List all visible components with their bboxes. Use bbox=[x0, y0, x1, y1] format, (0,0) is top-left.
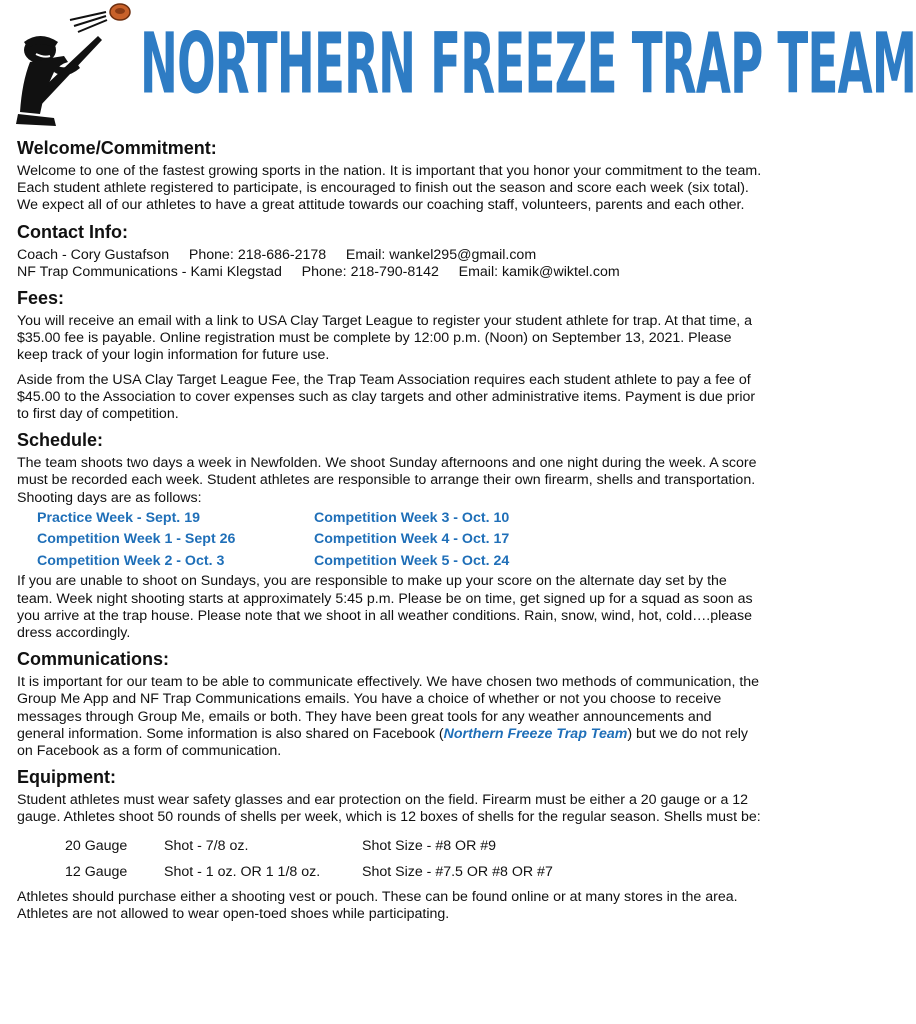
coach-email[interactable]: Email: wankel295@gmail.com bbox=[345, 246, 537, 263]
shell-shot: Shot - 7/8 oz. bbox=[164, 837, 249, 854]
schedule-item: Competition Week 2 - Oct. 3 bbox=[37, 552, 225, 569]
comms-contact-line bbox=[17, 264, 762, 281]
schedule-notes: If you are unable to shoot on Sundays, you are responsible to make up your score on the alternate day set by the team. Week night shooting starts at approximately 5:45 p.m. Please be on time, get signed up for a squad as soon as you arrive at the trap house. Please note that we shoot in all weather conditions. Rain, snow, wind, hot, cold….please dress accordingly. bbox=[17, 573, 753, 641]
comms-phone: Phone: 218-790-8142 bbox=[301, 263, 439, 280]
equipment-closing: Athletes should purchase either a shooting vest or pouch. These can be found online or at many stores in the area. Athletes are not allowed to wear open-toed shoes while participating. bbox=[17, 888, 738, 922]
schedule-item: Competition Week 3 - Oct. 10 bbox=[314, 509, 510, 526]
welcome-section bbox=[17, 136, 762, 215]
table-row bbox=[65, 859, 602, 885]
fees-heading: Fees: bbox=[17, 288, 65, 309]
trap-shooter-logo-icon bbox=[10, 2, 132, 130]
shell-size: Shot Size - #8 OR #9 bbox=[362, 837, 497, 854]
schedule-item: Practice Week - Sept. 19 bbox=[37, 509, 200, 526]
equipment-section bbox=[17, 765, 762, 923]
welcome-text: Welcome to one of the fastest growing sports in the nation. It is important that you honor your commitment to the team. Each student athlete registered to participate, is encouraged to finish out the season and score each week (six total). We expect all of our athletes to have a great attitude towards our coaching staff, volunteers, parents and each other. bbox=[17, 163, 762, 214]
page-header bbox=[0, 0, 916, 135]
schedule-section bbox=[17, 428, 762, 642]
fees-paragraph-1: You will receive an email with a link to USA Clay Target League to register your student athlete for trap. At that time, a $35.00 fee is payable. Online registration must be complete by 12:00 p.m. (Noon) on September 13, 2021. Please keep track of your login information for future use. bbox=[17, 313, 752, 364]
equipment-intro: Student athletes must wear safety glasses and ear protection on the field. Firearm must be either a 20 gauge or a 12 gauge. Athletes shoot 50 rounds of shells per week, which is 12 boxes of shells for the regular season. Shells must be: bbox=[17, 792, 761, 826]
communications-text-before: It is important for our team to be able to communicate effectively. We have chosen two methods of communication, the Group Me App and NF Trap Communications emails. You have a choice of whether or not you choose to receive messages through Group Me, emails or both. They have been great tools for any weather announcements and general information. Some information is also shared on Facebook ( bbox=[17, 674, 760, 742]
communications-heading: Communications: bbox=[17, 649, 170, 670]
contact-section bbox=[17, 220, 762, 281]
shell-shot: Shot - 1 oz. OR 1 1/8 oz. bbox=[164, 863, 321, 880]
fees-section bbox=[17, 286, 762, 423]
document-body bbox=[17, 136, 762, 923]
page-title: NORTHERN FREEZE TRAP TEAM bbox=[140, 14, 916, 113]
shell-gauge: 12 Gauge bbox=[65, 863, 128, 880]
schedule-item: Competition Week 4 - Oct. 17 bbox=[314, 531, 510, 548]
coach-contact-line bbox=[17, 247, 762, 264]
table-row bbox=[65, 833, 602, 859]
coach-phone: Phone: 218-686-2178 bbox=[188, 246, 327, 263]
schedule-intro: The team shoots two days a week in Newfolden. We shoot Sunday afternoons and one night during the week. A score must be recorded each week. Student athletes are responsible to arrange their own firearm, shells and transportation. Shooting days are as follows: bbox=[17, 455, 757, 506]
schedule-heading: Schedule: bbox=[17, 430, 104, 451]
facebook-link[interactable]: Northern Freeze Trap Team bbox=[443, 725, 628, 742]
equipment-heading: Equipment: bbox=[17, 767, 116, 788]
communications-text-after: ) but we do not rely on Facebook as a form of communication. bbox=[17, 725, 748, 759]
comms-email[interactable]: Email: kamik@wiktel.com bbox=[458, 263, 620, 280]
communications-text bbox=[17, 674, 762, 760]
shell-size: Shot Size - #7.5 OR #8 OR #7 bbox=[362, 863, 553, 880]
schedule-item: Competition Week 1 - Sept 26 bbox=[37, 531, 236, 548]
communications-section bbox=[17, 647, 762, 760]
welcome-heading: Welcome/Commitment: bbox=[17, 138, 217, 158]
contact-heading: Contact Info: bbox=[17, 221, 128, 242]
schedule-item: Competition Week 5 - Oct. 24 bbox=[314, 552, 510, 569]
comms-name: NF Trap Communications - Kami Klegstad bbox=[17, 263, 282, 280]
shell-gauge: 20 Gauge bbox=[65, 837, 128, 854]
shell-requirements-table bbox=[65, 833, 602, 885]
schedule-list bbox=[37, 510, 762, 571]
coach-name: Coach - Cory Gustafson bbox=[17, 246, 170, 263]
fees-paragraph-2: Aside from the USA Clay Target League Fee, the Trap Team Association requires each student athlete to pay a fee of $45.00 to the Association to cover expenses such as clay targets and other administrative items. Payment is due prior to first day of competition. bbox=[17, 371, 756, 423]
